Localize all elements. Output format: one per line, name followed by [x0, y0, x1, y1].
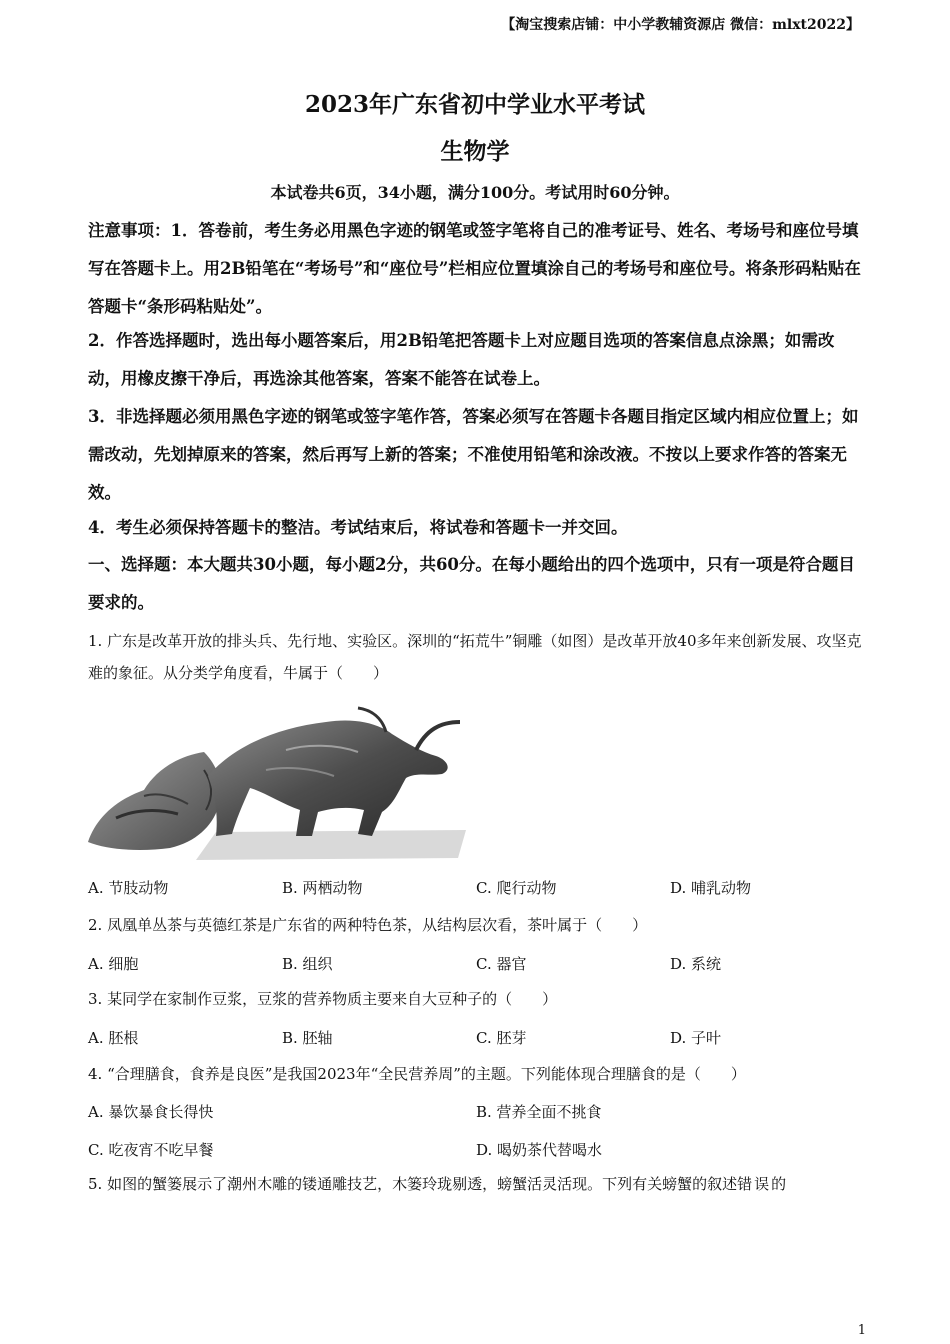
- exam-title: 2023年广东省初中学业水平考试: [304, 91, 645, 118]
- q2-option-c[interactable]: C. 器官: [476, 955, 527, 973]
- note-3: 3．非选择题必须用黑色字迹的钢笔或签字笔作答，答案必须写在答题卡各题目指定区域内相应位置上；如需改动，先划掉原来的答案，然后再写上新的答案；不准使用铅笔和涂改液。不按以上要求作答的答案无效。: [88, 407, 859, 502]
- question-2: 2. 凤凰单丛茶与英德红茶是广东省的两种特色茶，从结构层次看，茶叶属于（ ）: [88, 916, 648, 934]
- page-number: 1: [857, 1323, 866, 1338]
- note-4: 4．考生必须保持答题卡的整洁。考试结束后，将试卷和答题卡一并交回。: [88, 518, 628, 537]
- q2-option-a[interactable]: A. 细胞: [88, 955, 139, 973]
- q4-option-d[interactable]: D. 喝奶茶代替喝水: [476, 1141, 603, 1159]
- section-heading: 一、选择题：本大题共30小题，每小题2分，共60分。在每小题给出的四个选项中，只有一项是符合题目要求的。: [88, 555, 855, 612]
- bull-sculpture-image: [86, 700, 466, 862]
- q1-option-c[interactable]: C. 爬行动物: [476, 879, 557, 897]
- question-3-options: [88, 1027, 864, 1049]
- q4-option-b[interactable]: B. 营养全面不挑食: [476, 1103, 602, 1121]
- question-2-options: [88, 953, 864, 975]
- question-4-options-row1: [88, 1101, 864, 1123]
- q5-emphasis: 错误: [737, 1175, 772, 1193]
- question-1: 1. 广东是改革开放的排头兵、先行地、实验区。深圳的“拓荒牛”铜雕（如图）是改革开放40多年来创新发展、攻坚克难的象征。从分类学角度看，牛属于（ ）: [88, 632, 862, 682]
- q3-option-c[interactable]: C. 胚芽: [476, 1029, 527, 1047]
- exam-info: 本试卷共6页，34小题，满分100分。考试用时60分钟。: [270, 183, 680, 202]
- q1-option-a[interactable]: A. 节肢动物: [88, 879, 169, 897]
- q1-option-b[interactable]: B. 两栖动物: [282, 879, 363, 897]
- question-1-options: [88, 877, 864, 899]
- question-4-options-row2: [88, 1139, 864, 1161]
- question-5: [88, 1168, 864, 1200]
- question-4: 4. “合理膳食，食养是良医”是我国2023年“全民营养周”的主题。下列能体现合理膳食的是（ ）: [88, 1065, 746, 1083]
- q5-text-prefix: 5. 如图的蟹篓展示了潮州木雕的镂通雕技艺，木篓玲珑剔透，螃蟹活灵活现。下列有关螃蟹的叙述: [88, 1175, 738, 1193]
- question-3: 3. 某同学在家制作豆浆，豆浆的营养物质主要来自大豆种子的（ ）: [88, 990, 558, 1008]
- q3-option-a[interactable]: A. 胚根: [88, 1029, 139, 1047]
- subject-title: 生物学: [440, 138, 510, 165]
- q1-option-d[interactable]: D. 哺乳动物: [670, 879, 752, 897]
- q5-text-suffix: 的: [771, 1175, 787, 1193]
- q2-option-b[interactable]: B. 组织: [282, 955, 333, 973]
- q3-option-b[interactable]: B. 胚轴: [282, 1029, 333, 1047]
- q3-option-d[interactable]: D. 子叶: [670, 1029, 722, 1047]
- header-note: 【淘宝搜索店铺：中小学教辅资源店 微信：mlxt2022】: [501, 17, 860, 33]
- note-1: 注意事项：1．答卷前，考生务必用黑色字迹的钢笔或签字笔将自己的准考证号、姓名、考场号和座位号填写在答题卡上。用2B铅笔在“考场号”和“座位号”栏相应位置填涂自己的考场号和座位号。将条形码粘贴在答题卡“条形码粘贴处”。: [88, 221, 861, 316]
- q4-option-a[interactable]: A. 暴饮暴食长得快: [88, 1103, 214, 1121]
- q4-option-c[interactable]: C. 吃夜宵不吃早餐: [88, 1141, 214, 1159]
- note-2: 2．作答选择题时，选出每小题答案后，用2B铅笔把答题卡上对应题目选项的答案信息点涂黑；如需改动，用橡皮擦干净后，再选涂其他答案，答案不能答在试卷上。: [88, 331, 835, 388]
- q2-option-d[interactable]: D. 系统: [670, 955, 722, 973]
